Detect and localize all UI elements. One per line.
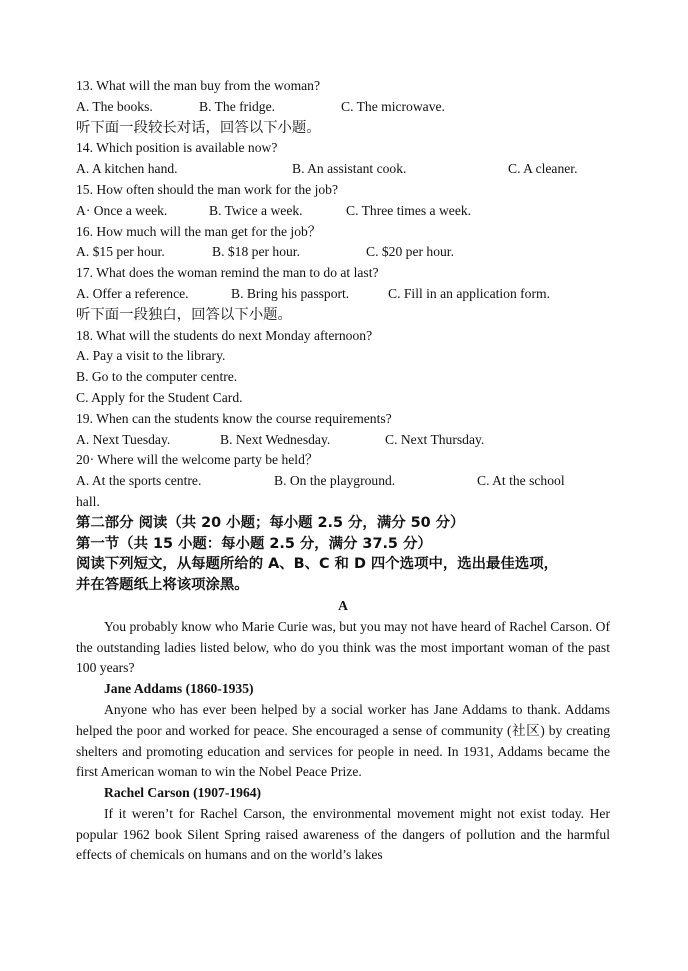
exam-page <box>76 76 610 866</box>
option-16-a: A. $15 per hour. <box>76 244 165 260</box>
option-20-c: C. At the school <box>477 473 565 489</box>
option-17-c: C. Fill in an application form. <box>388 285 550 301</box>
question-16: 16. How much will the man get for the job？ <box>76 223 322 239</box>
option-20-c-wrap: hall. <box>76 493 100 509</box>
instruction-long-dialogue: 听下面一段较长对话，回答以下小题。 <box>76 119 321 136</box>
option-16-b: B. $18 per hour. <box>212 244 300 260</box>
option-18-b: B. Go to the computer centre. <box>76 369 238 385</box>
option-18-a: A. Pay a visit to the library. <box>76 348 226 364</box>
option-17-b: B. Bring his passport. <box>231 285 350 301</box>
options-16 <box>76 242 610 263</box>
option-19-b: B. Next Wednesday. <box>220 431 331 447</box>
person-2-text: If it weren’t for Rachel Carson, the environmental movement might not exist today. Her popular 1962 book Silent Spring raised awareness of the dangers of pollution and the harmful effects of chemicals on humans and on the world’s lakes <box>76 805 610 863</box>
option-14-a: A. A kitchen hand. <box>76 161 178 177</box>
person-2-heading: Rachel Carson (1907-1964) <box>104 785 262 801</box>
options-15 <box>76 201 610 222</box>
options-17 <box>76 284 610 305</box>
reading-instruction-line-1: 阅读下列短文，从每题所给的 A、B、C 和 D 四个选项中，选出最佳选项， <box>76 556 558 573</box>
person-1-text: Anyone who has ever been helped by a social worker has Jane Addams to thank. Addams helped the poor and worked for peace. She encouraged a sense of community (社区) by creating shelters and promoting education and services for people in need. In 1931, Addams became the first American woman to win the Nobel Peace Prize. <box>76 701 610 780</box>
option-13-b: B. The fridge. <box>199 98 276 114</box>
question-15: 15. How often should the man work for the job? <box>76 181 339 197</box>
option-18-c: C. Apply for the Student Card. <box>76 389 243 405</box>
option-15-c: C. Three times a week. <box>346 202 472 218</box>
option-20-b: B. On the playground. <box>274 473 396 489</box>
options-20 <box>76 471 610 492</box>
options-14 <box>76 159 610 180</box>
options-13 <box>76 97 610 118</box>
options-19 <box>76 430 610 451</box>
option-20-a: A. At the sports centre. <box>76 473 202 489</box>
option-19-a: A. Next Tuesday. <box>76 431 171 447</box>
option-15-b: B. Twice a week. <box>209 202 303 218</box>
question-17: 17. What does the woman remind the man to do at last? <box>76 265 379 281</box>
option-16-c: C. $20 per hour. <box>366 244 454 260</box>
option-17-a: A. Offer a reference. <box>76 285 189 301</box>
option-14-c: C. A cleaner. <box>508 161 578 177</box>
instruction-monologue: 听下面一段独白，回答以下小题。 <box>76 306 292 323</box>
question-18: 18. What will the students do next Monday afternoon? <box>76 327 373 343</box>
passage-intro: You probably know who Marie Curie was, but you may not have heard of Rachel Carson. Of the outstanding ladies listed below, who do you think was the most important woman of the past 100 years? <box>76 618 610 676</box>
question-13: 13. What will the man buy from the woman? <box>76 78 321 93</box>
option-13-a: A. The books. <box>76 98 153 114</box>
option-15-a: A· Once a week. <box>76 202 168 218</box>
option-14-b: B. An assistant cook. <box>292 161 407 177</box>
question-20: 20· Where will the welcome party be held？ <box>76 452 319 468</box>
part-two-title: 第二部分 阅读（共 20 小题；每小题 2.5 分，满分 50 分） <box>76 514 465 531</box>
reading-instruction-line-2: 并在答题纸上将该项涂黑。 <box>76 577 249 594</box>
person-1-heading: Jane Addams (1860-1935) <box>104 681 254 697</box>
option-19-c: C. Next Thursday. <box>385 431 485 447</box>
question-14: 14. Which position is available now? <box>76 140 278 156</box>
section-one-title: 第一节（共 15 小题：每小题 2.5 分，满分 37.5 分） <box>76 535 432 552</box>
question-19: 19. When can the students know the course requirements? <box>76 410 392 426</box>
option-13-c: C. The microwave. <box>341 98 445 114</box>
passage-label: A <box>338 597 348 613</box>
